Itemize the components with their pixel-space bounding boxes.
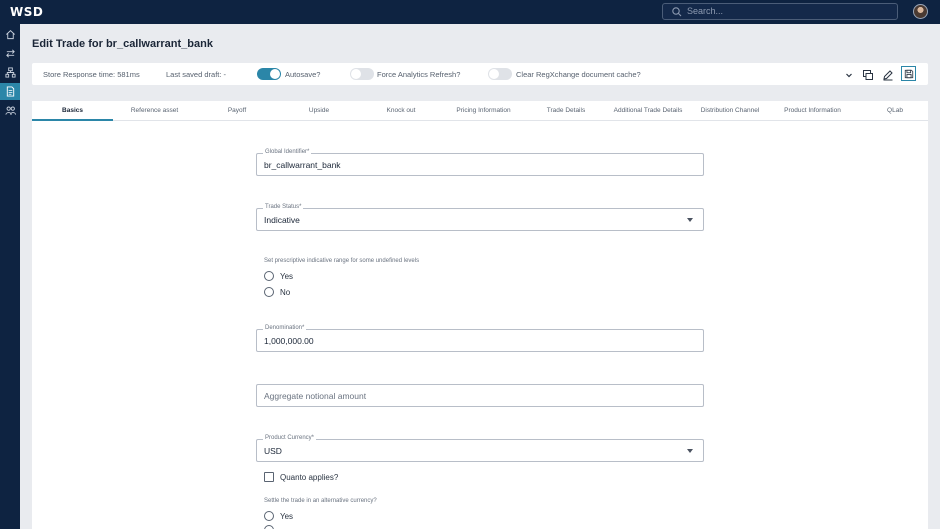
tab-distribution-channel[interactable]: Distribution Channel xyxy=(700,107,760,114)
search-icon xyxy=(671,6,683,18)
user-avatar[interactable] xyxy=(913,4,928,19)
trade-toolbar xyxy=(32,63,928,85)
field-label: Trade Status* xyxy=(265,204,302,210)
tab-product-information[interactable]: Product Information xyxy=(784,107,841,114)
clear-cache-toggle[interactable] xyxy=(488,68,512,80)
save-icon xyxy=(904,69,914,79)
field-label: Product Currency* xyxy=(265,435,315,441)
prescriptive-range-question: Set prescriptive indicative range for some undefined levels xyxy=(264,258,420,264)
checkbox-box xyxy=(264,472,274,482)
settle-alt-no-radio[interactable] xyxy=(264,524,274,529)
field-value: 1,000,000.00 xyxy=(264,336,314,346)
tab-qlab[interactable]: QLab xyxy=(887,107,903,114)
sidebar-item-users[interactable] xyxy=(0,102,20,119)
radio-circle xyxy=(264,511,274,521)
tab-reference-asset[interactable]: Reference asset xyxy=(130,107,179,114)
last-saved-draft: Last saved draft: - xyxy=(166,70,227,79)
clear-cache-label: Clear RegXchange document cache? xyxy=(516,70,641,79)
radio-circle xyxy=(264,287,274,297)
field-label: Denomination* xyxy=(265,325,305,331)
home-icon xyxy=(5,29,16,40)
users-icon xyxy=(5,105,16,116)
radio-label: Yes xyxy=(280,511,294,521)
tab-basics[interactable]: Basics xyxy=(32,101,113,121)
tab-knock-out[interactable]: Knock out xyxy=(386,107,416,114)
toggle-knob xyxy=(270,69,280,79)
top-bar xyxy=(0,0,940,24)
force-analytics-refresh-toggle[interactable] xyxy=(350,68,374,80)
pencil-icon xyxy=(882,69,894,81)
dropdown-caret-icon xyxy=(687,218,693,222)
sidebar-item-transfers[interactable] xyxy=(0,45,20,62)
tab-upside[interactable]: Upside xyxy=(308,107,330,114)
tab-payoff[interactable]: Payoff xyxy=(227,107,247,114)
copy-button[interactable] xyxy=(862,68,874,80)
denomination-field[interactable] xyxy=(256,325,704,352)
field-value: Indicative xyxy=(264,215,300,225)
trade-status-select[interactable] xyxy=(256,204,704,231)
field-value: USD xyxy=(264,446,282,456)
settle-alternative-currency-question: Settle the trade in an alternative currency? xyxy=(264,498,377,504)
field-value: br_callwarrant_bank xyxy=(264,160,341,170)
chevron-down-icon xyxy=(843,69,855,81)
page-title: Edit Trade for br_callwarrant_bank xyxy=(32,38,213,50)
dropdown-caret-icon xyxy=(687,449,693,453)
transfer-arrows-icon xyxy=(5,48,16,59)
app-logo[interactable]: WSD xyxy=(10,5,44,19)
checkbox-label: Quanto applies? xyxy=(280,472,339,482)
hierarchy-icon xyxy=(5,67,16,78)
autosave-label: Autosave? xyxy=(285,70,321,79)
radio-circle xyxy=(264,271,274,281)
sidebar-item-hierarchy[interactable] xyxy=(0,64,20,81)
trade-tabs xyxy=(32,101,928,121)
autosave-toggle[interactable] xyxy=(257,68,281,80)
radio-label: Yes xyxy=(280,271,294,281)
sidebar xyxy=(0,24,20,529)
toggle-knob xyxy=(351,69,361,79)
save-button[interactable] xyxy=(901,66,916,81)
more-options-chevron[interactable] xyxy=(843,68,855,80)
search-input[interactable] xyxy=(662,3,898,20)
sidebar-item-trades[interactable] xyxy=(0,83,20,100)
store-response-time: Store Response time: 581ms xyxy=(43,70,140,79)
prescriptive-yes-radio[interactable] xyxy=(264,270,293,282)
prescriptive-no-radio[interactable] xyxy=(264,286,290,298)
global-identifier-field[interactable] xyxy=(256,149,704,176)
tab-trade-details[interactable]: Trade Details xyxy=(546,107,586,114)
toggle-knob xyxy=(489,69,499,79)
search-placeholder: Search... xyxy=(687,6,724,16)
settle-alt-yes-radio[interactable] xyxy=(264,510,293,522)
copy-icon xyxy=(862,69,874,81)
quanto-applies-checkbox[interactable] xyxy=(264,471,338,483)
field-placeholder: Aggregate notional amount xyxy=(264,391,367,401)
product-currency-select[interactable] xyxy=(256,435,704,462)
basics-form xyxy=(32,121,928,529)
force-analytics-refresh-label: Force Analytics Refresh? xyxy=(377,70,461,79)
field-label: Global Identifier* xyxy=(265,149,310,155)
tab-additional-trade-details[interactable]: Additional Trade Details xyxy=(613,107,683,114)
edit-button[interactable] xyxy=(882,68,894,80)
document-icon xyxy=(5,86,16,97)
tab-pricing-information[interactable]: Pricing Information xyxy=(456,107,511,114)
sidebar-item-home[interactable] xyxy=(0,26,20,43)
aggregate-notional-field[interactable] xyxy=(256,384,704,407)
radio-circle xyxy=(264,525,274,529)
radio-label: No xyxy=(280,287,291,297)
